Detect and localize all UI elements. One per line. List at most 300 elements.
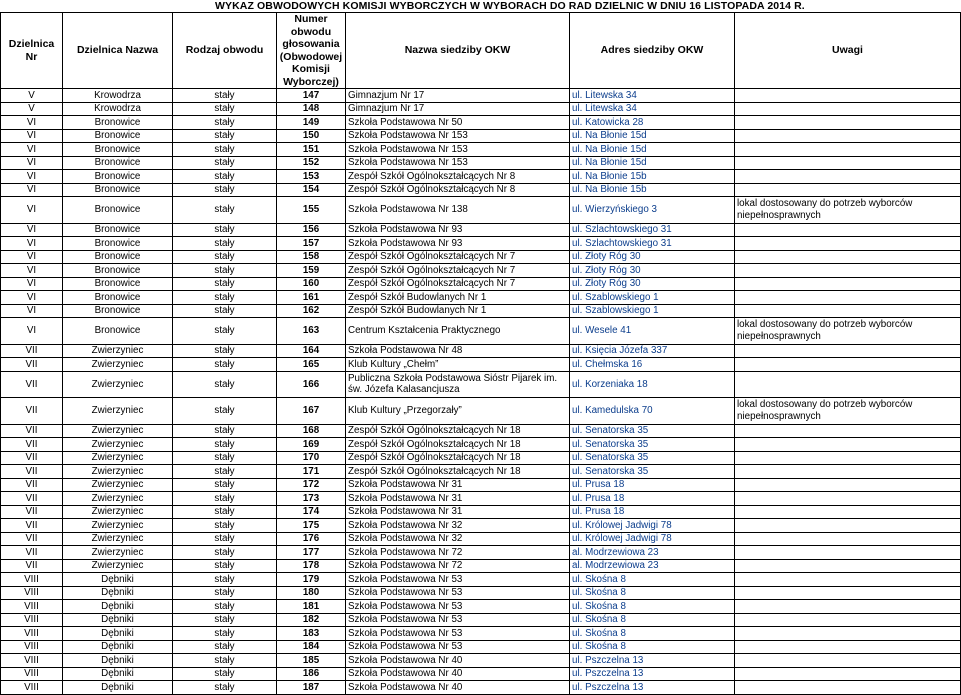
- cell-rodzaj: stały: [173, 89, 277, 103]
- cell-dzielnica-nazwa: Zwierzyniec: [63, 546, 173, 560]
- cell-dzielnica-nazwa: Zwierzyniec: [63, 492, 173, 506]
- cell-rodzaj: stały: [173, 451, 277, 465]
- cell-adres: ul. Litewska 34: [570, 102, 735, 116]
- cell-dzielnica-nr: VII: [1, 371, 63, 398]
- cell-adres: ul. Kamedulska 70: [570, 398, 735, 425]
- cell-siedziba: Zespół Szkół Ogólnokształcących Nr 7: [346, 264, 570, 278]
- cell-dzielnica-nr: VI: [1, 237, 63, 251]
- table-row: [1, 681, 961, 695]
- cell-uwagi: [735, 532, 961, 546]
- cell-uwagi: [735, 102, 961, 116]
- table-row: [1, 237, 961, 251]
- cell-dzielnica-nazwa: Bronowice: [63, 143, 173, 157]
- cell-adres: ul. Skośna 8: [570, 640, 735, 654]
- cell-numer: 168: [277, 424, 346, 438]
- cell-siedziba: Szkoła Podstawowa Nr 32: [346, 532, 570, 546]
- cell-dzielnica-nr: VII: [1, 559, 63, 573]
- cell-numer: 156: [277, 223, 346, 237]
- cell-siedziba: Zespół Szkół Ogólnokształcących Nr 8: [346, 183, 570, 197]
- cell-dzielnica-nr: VII: [1, 438, 63, 452]
- cell-numer: 182: [277, 613, 346, 627]
- table-row: [1, 170, 961, 184]
- cell-adres: ul. Prusa 18: [570, 478, 735, 492]
- cell-dzielnica-nazwa: Dębniki: [63, 573, 173, 587]
- cell-numer: 177: [277, 546, 346, 560]
- table-row: [1, 116, 961, 130]
- cell-dzielnica-nazwa: Zwierzyniec: [63, 559, 173, 573]
- cell-adres: ul. Królowej Jadwigi 78: [570, 519, 735, 533]
- cell-numer: 154: [277, 183, 346, 197]
- cell-siedziba: Zespół Szkół Budowlanych Nr 1: [346, 304, 570, 318]
- cell-numer: 166: [277, 371, 346, 398]
- cell-dzielnica-nr: VIII: [1, 627, 63, 641]
- cell-rodzaj: stały: [173, 478, 277, 492]
- table-row: [1, 438, 961, 452]
- cell-dzielnica-nr: VII: [1, 546, 63, 560]
- table-row: [1, 532, 961, 546]
- cell-numer: 150: [277, 129, 346, 143]
- cell-dzielnica-nr: VII: [1, 519, 63, 533]
- table-row: [1, 586, 961, 600]
- cell-numer: 159: [277, 264, 346, 278]
- cell-rodzaj: stały: [173, 438, 277, 452]
- table-header-row: [1, 13, 961, 89]
- cell-adres: ul. Skośna 8: [570, 600, 735, 614]
- cell-siedziba: Szkoła Podstawowa Nr 48: [346, 344, 570, 358]
- cell-uwagi: [735, 492, 961, 506]
- cell-numer: 175: [277, 519, 346, 533]
- cell-uwagi: [735, 519, 961, 533]
- cell-dzielnica-nr: VII: [1, 344, 63, 358]
- cell-dzielnica-nazwa: Bronowice: [63, 129, 173, 143]
- cell-uwagi: [735, 600, 961, 614]
- cell-uwagi: [735, 183, 961, 197]
- table-row: [1, 667, 961, 681]
- table-body: [1, 89, 961, 695]
- cell-uwagi: [735, 586, 961, 600]
- table-row: [1, 519, 961, 533]
- table-row: [1, 505, 961, 519]
- cell-numer: 157: [277, 237, 346, 251]
- cell-uwagi: [735, 640, 961, 654]
- table-row: [1, 600, 961, 614]
- cell-adres: ul. Na Błonie 15d: [570, 156, 735, 170]
- cell-uwagi: lokal dostosowany do potrzeb wyborców niepełnosprawnych: [735, 197, 961, 224]
- cell-rodzaj: stały: [173, 586, 277, 600]
- table-row: [1, 156, 961, 170]
- cell-siedziba: Zespół Szkół Ogólnokształcących Nr 7: [346, 250, 570, 264]
- cell-adres: ul. Pszczelna 13: [570, 654, 735, 668]
- table-row: [1, 291, 961, 305]
- cell-uwagi: [735, 654, 961, 668]
- cell-adres: ul. Na Błonie 15b: [570, 170, 735, 184]
- cell-adres: ul. Skośna 8: [570, 613, 735, 627]
- cell-numer: 161: [277, 291, 346, 305]
- cell-siedziba: Szkoła Podstawowa Nr 153: [346, 143, 570, 157]
- cell-numer: 173: [277, 492, 346, 506]
- cell-numer: 151: [277, 143, 346, 157]
- table-row: [1, 398, 961, 425]
- cell-rodzaj: stały: [173, 223, 277, 237]
- cell-siedziba: Szkoła Podstawowa Nr 31: [346, 492, 570, 506]
- cell-dzielnica-nazwa: Zwierzyniec: [63, 424, 173, 438]
- cell-adres: ul. Królowej Jadwigi 78: [570, 532, 735, 546]
- cell-uwagi: [735, 546, 961, 560]
- cell-uwagi: lokal dostosowany do potrzeb wyborców niepełnosprawnych: [735, 398, 961, 425]
- cell-uwagi: [735, 250, 961, 264]
- cell-numer: 164: [277, 344, 346, 358]
- cell-dzielnica-nr: V: [1, 102, 63, 116]
- cell-siedziba: Szkoła Podstawowa Nr 72: [346, 559, 570, 573]
- cell-siedziba: Szkoła Podstawowa Nr 31: [346, 478, 570, 492]
- cell-dzielnica-nr: VI: [1, 250, 63, 264]
- cell-siedziba: Szkoła Podstawowa Nr 31: [346, 505, 570, 519]
- cell-adres: ul. Złoty Róg 30: [570, 277, 735, 291]
- cell-adres: ul. Chełmska 16: [570, 358, 735, 372]
- cell-uwagi: [735, 465, 961, 479]
- cell-rodzaj: stały: [173, 183, 277, 197]
- cell-siedziba: Centrum Kształcenia Praktycznego: [346, 318, 570, 345]
- cell-siedziba: Szkoła Podstawowa Nr 93: [346, 237, 570, 251]
- cell-dzielnica-nr: VIII: [1, 586, 63, 600]
- cell-adres: ul. Wesele 41: [570, 318, 735, 345]
- cell-dzielnica-nr: V: [1, 89, 63, 103]
- cell-dzielnica-nazwa: Zwierzyniec: [63, 451, 173, 465]
- cell-uwagi: [735, 237, 961, 251]
- cell-dzielnica-nr: VIII: [1, 600, 63, 614]
- cell-dzielnica-nr: VII: [1, 478, 63, 492]
- cell-siedziba: Klub Kultury „Chełm”: [346, 358, 570, 372]
- table-row: [1, 129, 961, 143]
- cell-siedziba: Zespół Szkół Ogólnokształcących Nr 8: [346, 170, 570, 184]
- page-title: WYKAZ OBWODOWYCH KOMISJI WYBORCZYCH W WYBORACH DO RAD DZIELNIC W DNIU 16 LISTOPADA 2014 R.: [215, 0, 805, 12]
- cell-rodzaj: stały: [173, 371, 277, 398]
- cell-uwagi: [735, 505, 961, 519]
- cell-rodzaj: stały: [173, 600, 277, 614]
- cell-siedziba: Zespół Szkół Ogólnokształcących Nr 18: [346, 438, 570, 452]
- header-dzielnica-nazwa: Dzielnica Nazwa: [63, 13, 173, 89]
- cell-numer: 178: [277, 559, 346, 573]
- cell-siedziba: Klub Kultury „Przegorzały”: [346, 398, 570, 425]
- cell-uwagi: [735, 291, 961, 305]
- header-adres: Adres siedziby OKW: [570, 13, 735, 89]
- cell-siedziba: Zespół Szkół Budowlanych Nr 1: [346, 291, 570, 305]
- cell-dzielnica-nazwa: Bronowice: [63, 250, 173, 264]
- table-row: [1, 424, 961, 438]
- cell-dzielnica-nazwa: Zwierzyniec: [63, 519, 173, 533]
- cell-rodzaj: stały: [173, 613, 277, 627]
- cell-dzielnica-nr: VI: [1, 197, 63, 224]
- header-dzielnica-nr: Dzielnica Nr: [1, 13, 63, 89]
- table-row: [1, 250, 961, 264]
- cell-dzielnica-nr: VI: [1, 116, 63, 130]
- cell-adres: ul. Wierzyńskiego 3: [570, 197, 735, 224]
- cell-siedziba: Gimnazjum Nr 17: [346, 89, 570, 103]
- cell-rodzaj: stały: [173, 304, 277, 318]
- cell-siedziba: Szkoła Podstawowa Nr 72: [346, 546, 570, 560]
- cell-numer: 153: [277, 170, 346, 184]
- cell-dzielnica-nazwa: Bronowice: [63, 156, 173, 170]
- cell-adres: ul. Litewska 34: [570, 89, 735, 103]
- cell-numer: 170: [277, 451, 346, 465]
- cell-siedziba: Szkoła Podstawowa Nr 40: [346, 654, 570, 668]
- cell-dzielnica-nazwa: Zwierzyniec: [63, 505, 173, 519]
- cell-dzielnica-nazwa: Dębniki: [63, 600, 173, 614]
- cell-numer: 176: [277, 532, 346, 546]
- table-row: [1, 264, 961, 278]
- cell-dzielnica-nr: VIII: [1, 640, 63, 654]
- table-row: [1, 546, 961, 560]
- cell-dzielnica-nr: VI: [1, 264, 63, 278]
- cell-uwagi: [735, 170, 961, 184]
- table-row: [1, 277, 961, 291]
- cell-dzielnica-nazwa: Dębniki: [63, 667, 173, 681]
- cell-numer: 172: [277, 478, 346, 492]
- cell-dzielnica-nazwa: Zwierzyniec: [63, 344, 173, 358]
- cell-rodzaj: stały: [173, 156, 277, 170]
- cell-rodzaj: stały: [173, 277, 277, 291]
- cell-siedziba: Szkoła Podstawowa Nr 153: [346, 156, 570, 170]
- table-row: [1, 613, 961, 627]
- cell-numer: 185: [277, 654, 346, 668]
- cell-adres: al. Modrzewiowa 23: [570, 546, 735, 560]
- cell-dzielnica-nazwa: Bronowice: [63, 304, 173, 318]
- cell-dzielnica-nazwa: Zwierzyniec: [63, 358, 173, 372]
- cell-uwagi: [735, 89, 961, 103]
- cell-numer: 181: [277, 600, 346, 614]
- table-row: [1, 654, 961, 668]
- cell-dzielnica-nazwa: Zwierzyniec: [63, 465, 173, 479]
- cell-dzielnica-nr: VII: [1, 465, 63, 479]
- table-row: [1, 197, 961, 224]
- table-row: [1, 573, 961, 587]
- cell-rodzaj: stały: [173, 492, 277, 506]
- cell-uwagi: [735, 478, 961, 492]
- cell-rodzaj: stały: [173, 424, 277, 438]
- table-row: [1, 304, 961, 318]
- cell-rodzaj: stały: [173, 116, 277, 130]
- cell-rodzaj: stały: [173, 559, 277, 573]
- cell-rodzaj: stały: [173, 519, 277, 533]
- cell-siedziba: Publiczna Szkoła Podstawowa Sióstr Pijarek im. św. Józefa Kalasancjusza: [346, 371, 570, 398]
- table-row: [1, 102, 961, 116]
- cell-adres: ul. Prusa 18: [570, 492, 735, 506]
- cell-uwagi: [735, 573, 961, 587]
- cell-adres: ul. Złoty Róg 30: [570, 264, 735, 278]
- table-row: [1, 89, 961, 103]
- cell-numer: 167: [277, 398, 346, 425]
- header-rodzaj: Rodzaj obwodu: [173, 13, 277, 89]
- cell-rodzaj: stały: [173, 573, 277, 587]
- cell-siedziba: Zespół Szkół Ogólnokształcących Nr 18: [346, 451, 570, 465]
- cell-uwagi: [735, 223, 961, 237]
- cell-dzielnica-nazwa: Zwierzyniec: [63, 398, 173, 425]
- cell-uwagi: [735, 129, 961, 143]
- cell-rodzaj: stały: [173, 398, 277, 425]
- cell-dzielnica-nr: VI: [1, 304, 63, 318]
- cell-dzielnica-nr: VII: [1, 398, 63, 425]
- cell-dzielnica-nazwa: Zwierzyniec: [63, 438, 173, 452]
- cell-uwagi: [735, 143, 961, 157]
- cell-rodzaj: stały: [173, 532, 277, 546]
- cell-dzielnica-nr: VI: [1, 318, 63, 345]
- cell-adres: ul. Senatorska 35: [570, 424, 735, 438]
- cell-siedziba: Zespół Szkół Ogólnokształcących Nr 18: [346, 465, 570, 479]
- cell-numer: 148: [277, 102, 346, 116]
- cell-siedziba: Szkoła Podstawowa Nr 53: [346, 613, 570, 627]
- cell-uwagi: lokal dostosowany do potrzeb wyborców niepełnosprawnych: [735, 318, 961, 345]
- cell-adres: ul. Pszczelna 13: [570, 667, 735, 681]
- cell-numer: 169: [277, 438, 346, 452]
- table-row: [1, 559, 961, 573]
- table-row: [1, 143, 961, 157]
- cell-rodzaj: stały: [173, 667, 277, 681]
- cell-dzielnica-nr: VI: [1, 129, 63, 143]
- cell-adres: ul. Na Błonie 15d: [570, 129, 735, 143]
- cell-numer: 162: [277, 304, 346, 318]
- okw-table: [0, 12, 961, 695]
- header-uwagi: Uwagi: [735, 13, 961, 89]
- cell-uwagi: [735, 358, 961, 372]
- cell-adres: ul. Księcia Józefa 337: [570, 344, 735, 358]
- cell-adres: ul. Złoty Róg 30: [570, 250, 735, 264]
- cell-dzielnica-nazwa: Bronowice: [63, 291, 173, 305]
- table-row: [1, 183, 961, 197]
- cell-rodzaj: stały: [173, 237, 277, 251]
- cell-uwagi: [735, 438, 961, 452]
- cell-dzielnica-nazwa: Dębniki: [63, 681, 173, 695]
- cell-dzielnica-nr: VII: [1, 492, 63, 506]
- cell-uwagi: [735, 424, 961, 438]
- cell-rodzaj: stały: [173, 102, 277, 116]
- cell-dzielnica-nazwa: Bronowice: [63, 264, 173, 278]
- cell-dzielnica-nr: VIII: [1, 667, 63, 681]
- cell-uwagi: [735, 451, 961, 465]
- cell-dzielnica-nazwa: Dębniki: [63, 640, 173, 654]
- cell-uwagi: [735, 613, 961, 627]
- cell-dzielnica-nr: VI: [1, 291, 63, 305]
- table-row: [1, 344, 961, 358]
- cell-rodzaj: stały: [173, 344, 277, 358]
- header-siedziba: Nazwa siedziby OKW: [346, 13, 570, 89]
- cell-adres: ul. Szablowskiego 1: [570, 291, 735, 305]
- header-numer: Numer obwodu głosowania (Obwodowej Komisji Wyborczej): [277, 13, 346, 89]
- table-row: [1, 627, 961, 641]
- cell-numer: 160: [277, 277, 346, 291]
- cell-adres: ul. Korzeniaka 18: [570, 371, 735, 398]
- cell-numer: 184: [277, 640, 346, 654]
- cell-rodzaj: stały: [173, 250, 277, 264]
- cell-numer: 186: [277, 667, 346, 681]
- cell-numer: 158: [277, 250, 346, 264]
- cell-dzielnica-nazwa: Zwierzyniec: [63, 532, 173, 546]
- cell-numer: 187: [277, 681, 346, 695]
- table-row: [1, 318, 961, 345]
- cell-siedziba: Zespół Szkół Ogólnokształcących Nr 7: [346, 277, 570, 291]
- cell-dzielnica-nr: VII: [1, 532, 63, 546]
- cell-siedziba: Szkoła Podstawowa Nr 53: [346, 600, 570, 614]
- cell-siedziba: Szkoła Podstawowa Nr 40: [346, 681, 570, 695]
- table-row: [1, 358, 961, 372]
- table-row: [1, 465, 961, 479]
- cell-dzielnica-nazwa: Bronowice: [63, 277, 173, 291]
- cell-siedziba: Szkoła Podstawowa Nr 32: [346, 519, 570, 533]
- cell-adres: ul. Senatorska 35: [570, 438, 735, 452]
- cell-numer: 183: [277, 627, 346, 641]
- cell-uwagi: [735, 277, 961, 291]
- cell-rodzaj: stały: [173, 640, 277, 654]
- cell-rodzaj: stały: [173, 505, 277, 519]
- cell-dzielnica-nr: VII: [1, 451, 63, 465]
- cell-siedziba: Zespół Szkół Ogólnokształcących Nr 18: [346, 424, 570, 438]
- cell-uwagi: [735, 681, 961, 695]
- cell-numer: 155: [277, 197, 346, 224]
- table-row: [1, 492, 961, 506]
- cell-rodzaj: stały: [173, 129, 277, 143]
- cell-rodzaj: stały: [173, 654, 277, 668]
- cell-adres: ul. Senatorska 35: [570, 451, 735, 465]
- cell-uwagi: [735, 559, 961, 573]
- table-row: [1, 223, 961, 237]
- cell-dzielnica-nr: VIII: [1, 681, 63, 695]
- cell-dzielnica-nazwa: Bronowice: [63, 116, 173, 130]
- cell-dzielnica-nazwa: Dębniki: [63, 654, 173, 668]
- table-row: [1, 451, 961, 465]
- cell-uwagi: [735, 627, 961, 641]
- cell-dzielnica-nazwa: Krowodrza: [63, 89, 173, 103]
- cell-dzielnica-nazwa: Bronowice: [63, 318, 173, 345]
- cell-dzielnica-nazwa: Bronowice: [63, 223, 173, 237]
- cell-siedziba: Szkoła Podstawowa Nr 153: [346, 129, 570, 143]
- cell-siedziba: Szkoła Podstawowa Nr 40: [346, 667, 570, 681]
- cell-adres: ul. Pszczelna 13: [570, 681, 735, 695]
- cell-uwagi: [735, 156, 961, 170]
- cell-numer: 165: [277, 358, 346, 372]
- cell-uwagi: [735, 116, 961, 130]
- cell-siedziba: Gimnazjum Nr 17: [346, 102, 570, 116]
- cell-siedziba: Szkoła Podstawowa Nr 53: [346, 640, 570, 654]
- cell-dzielnica-nr: VI: [1, 223, 63, 237]
- cell-siedziba: Szkoła Podstawowa Nr 53: [346, 573, 570, 587]
- cell-dzielnica-nr: VIII: [1, 654, 63, 668]
- cell-dzielnica-nr: VII: [1, 358, 63, 372]
- cell-adres: ul. Katowicka 28: [570, 116, 735, 130]
- cell-adres: ul. Skośna 8: [570, 573, 735, 587]
- cell-siedziba: Szkoła Podstawowa Nr 50: [346, 116, 570, 130]
- cell-adres: ul. Szlachtowskiego 31: [570, 237, 735, 251]
- cell-uwagi: [735, 667, 961, 681]
- cell-numer: 152: [277, 156, 346, 170]
- cell-uwagi: [735, 304, 961, 318]
- cell-rodzaj: stały: [173, 681, 277, 695]
- cell-dzielnica-nr: VI: [1, 143, 63, 157]
- cell-uwagi: [735, 344, 961, 358]
- cell-numer: 174: [277, 505, 346, 519]
- cell-siedziba: Szkoła Podstawowa Nr 93: [346, 223, 570, 237]
- cell-rodzaj: stały: [173, 358, 277, 372]
- cell-adres: ul. Szablowskiego 1: [570, 304, 735, 318]
- cell-dzielnica-nazwa: Dębniki: [63, 613, 173, 627]
- table-row: [1, 478, 961, 492]
- cell-adres: ul. Na Błonie 15d: [570, 143, 735, 157]
- cell-rodzaj: stały: [173, 170, 277, 184]
- cell-dzielnica-nazwa: Bronowice: [63, 183, 173, 197]
- cell-rodzaj: stały: [173, 197, 277, 224]
- cell-numer: 163: [277, 318, 346, 345]
- cell-adres: ul. Na Błonie 15b: [570, 183, 735, 197]
- cell-dzielnica-nazwa: Zwierzyniec: [63, 371, 173, 398]
- cell-dzielnica-nazwa: Bronowice: [63, 237, 173, 251]
